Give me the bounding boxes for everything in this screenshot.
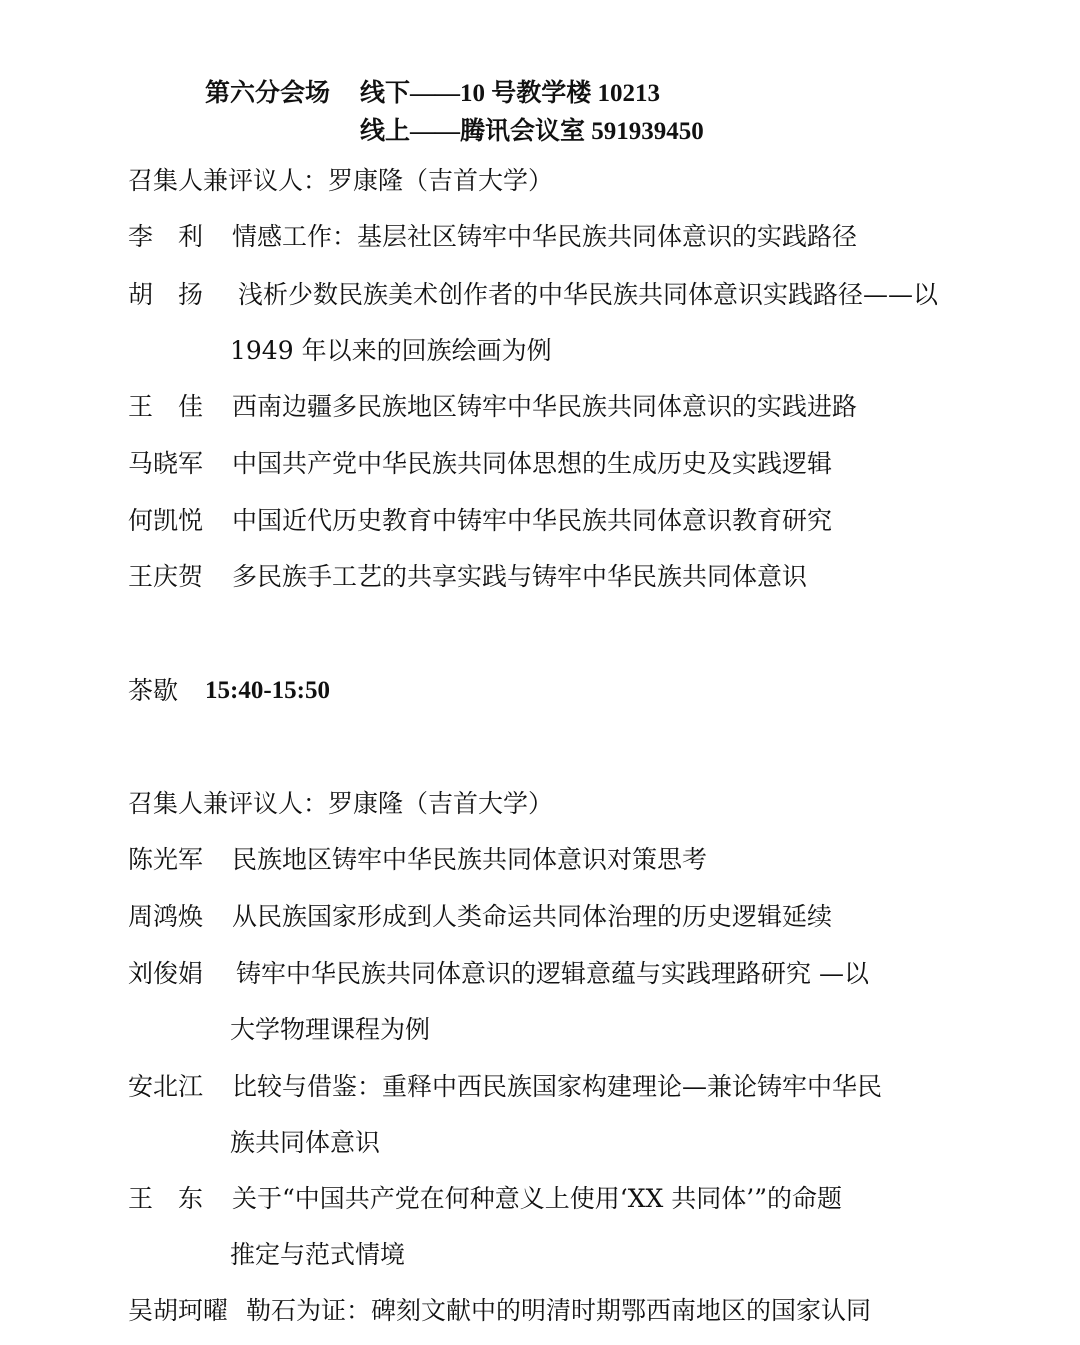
presenter-name: 马晓军 <box>128 449 204 478</box>
presentation-title: 关于“中国共产党在何种意义上使用‘XX 共同体’”的命题 <box>232 1184 842 1213</box>
presenter-name: 刘俊娟 <box>128 959 204 988</box>
venue-label: 第六分会场 <box>205 80 331 107</box>
presenter-name: 周鸿焕 <box>128 902 204 931</box>
presentation-title-continued: 族共同体意识 <box>230 1128 381 1157</box>
presentation-title: 铸牢中华民族共同体意识的逻辑意蕴与实践理路研究 —以 <box>236 959 869 988</box>
presenter-name: 李 利 <box>128 222 204 251</box>
presentation-title: 从民族国家形成到人类命运共同体治理的历史逻辑延续 <box>232 902 833 931</box>
presenter-name: 王 东 <box>128 1184 204 1213</box>
presentation-title: 情感工作：基层社区铸牢中华民族共同体意识的实践路径 <box>232 222 858 251</box>
presentation-title-continued: 1949 年以来的回族绘画为例 <box>230 336 552 365</box>
offline-location: 线下——10 号教学楼 10213 <box>360 80 661 107</box>
presentation-title: 比较与借鉴：重释中西民族国家构建理论—兼论铸牢中华民 <box>232 1072 883 1101</box>
online-location: 线上——腾讯会议室 591939450 <box>360 118 704 145</box>
presentation-title-continued: 推定与范式情境 <box>230 1240 406 1269</box>
presentation-title-continued: 大学物理课程为例 <box>230 1015 431 1044</box>
break-label: 茶歇 <box>128 676 179 705</box>
presenter-name: 王庆贺 <box>128 562 204 591</box>
presentation-title: 民族地区铸牢中华民族共同体意识对策思考 <box>232 845 708 874</box>
session1-convener: 召集人兼评议人：罗康隆（吉首大学） <box>128 166 554 195</box>
presenter-name: 何凯悦 <box>128 506 204 535</box>
session2-convener: 召集人兼评议人：罗康隆（吉首大学） <box>128 789 554 818</box>
presenter-name: 胡 扬 <box>128 280 204 309</box>
presenter-name: 王 佳 <box>128 392 204 421</box>
presenter-name: 安北江 <box>128 1072 204 1101</box>
break-time: 15:40-15:50 <box>205 677 330 704</box>
presentation-title: 中国共产党中华民族共同体思想的生成历史及实践逻辑 <box>232 449 833 478</box>
presentation-title: 浅析少数民族美术创作者的中华民族共同体意识实践路径——以 <box>238 280 939 309</box>
presentation-title: 中国近代历史教育中铸牢中华民族共同体意识教育研究 <box>232 506 833 535</box>
presentation-title: 勒石为证：碑刻文献中的明清时期鄂西南地区的国家认同 <box>246 1296 872 1325</box>
presenter-name: 吴胡珂曜 <box>128 1296 229 1325</box>
presentation-title: 多民族手工艺的共享实践与铸牢中华民族共同体意识 <box>232 562 808 591</box>
presenter-name: 陈光军 <box>128 845 204 874</box>
presentation-title: 西南边疆多民族地区铸牢中华民族共同体意识的实践进路 <box>232 392 858 421</box>
